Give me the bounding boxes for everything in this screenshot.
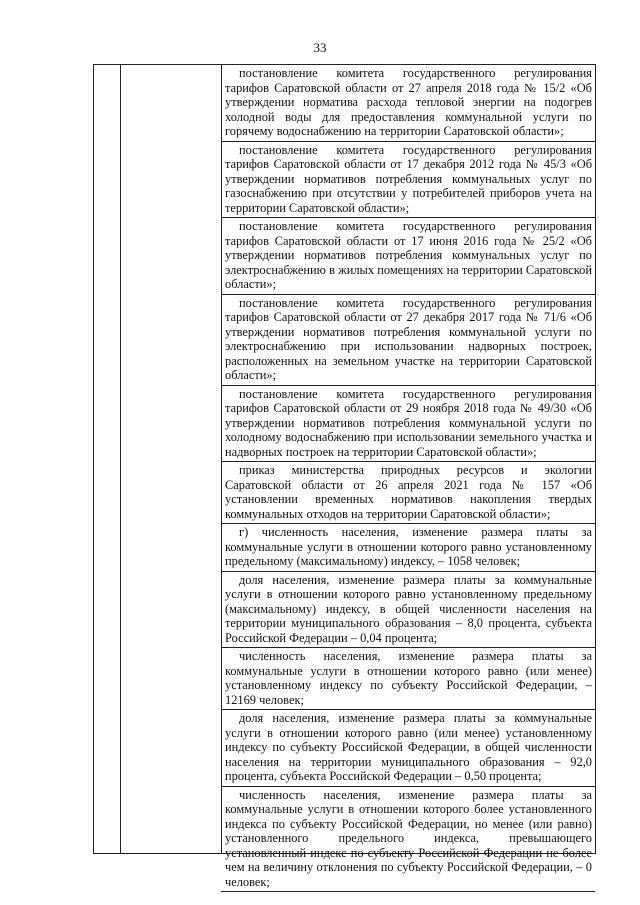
paragraph-share-regional-index: доля населения, изменение размера платы за коммунальные услуги в отношении которого равно (или менее) установленному индексу по субъекту Российской Федерации, в общей численности населения на территории муниципального образования – 92,0 процента, субъекта Российской Федерации – 0,50 процента; — [222, 710, 594, 787]
paragraph-population-above-regional-index: численность населения, изменение размера платы за коммунальные услуги в отношении которого более установленного индекса по субъекту Российской Федерации, но менее (или равно) установленного предельного индекса, превышающего установленный индекс по субъекту Российской Федерации не более чем на величину отклонения по субъекту Российской Федерации, – 0 человек; — [222, 787, 594, 893]
paragraph-population-regional-index: численность населения, изменение размера платы за коммунальные услуги в отношении которого равно (или менее) установленному индексу по субъекту Российской Федерации, – 12169 человек; — [222, 648, 594, 710]
table-content-column — [222, 65, 594, 892]
paragraph-decree-electricity-outbuildings: постановление комитета государственного регулирования тарифов Саратовской области от 27 декабря 2017 года № 71/6 «Об утверждении нормативов потребления коммунальной услуги по электроснабжению при использовании надворных построек, расположенных на земельном участке на территории Саратовской области»; — [222, 295, 594, 386]
table-column-divider — [120, 65, 121, 853]
paragraph-decree-electricity-living: постановление комитета государственного регулирования тарифов Саратовской области от 17 июня 2016 года № 25/2 «Об утверждении нормативов потребления коммунальных услуг по электроснабжению в жилых помещениях на территории Саратовской области»; — [222, 218, 594, 295]
paragraph-decree-cold-water: постановление комитета государственного регулирования тарифов Саратовской области от 29 ноября 2018 года № 49/30 «Об утверждении нормативов потребления коммунальной услуги по холодному водоснабжению при использовании земельного участка и надворных построек на территории Саратовской области»; — [222, 386, 594, 463]
paragraph-share-max-index: доля населения, изменение размера платы за коммунальные услуги в отношении которого равно установленному предельному (максимальному) индексу, в общей численности населения на территории муниципального образования – 8,0 процента, субъекта Российской Федерации – 0,04 процента; — [222, 572, 594, 649]
paragraph-decree-gas-supply: постановление комитета государственного регулирования тарифов Саратовской области от 17 декабря 2012 года № 45/3 «Об утверждении нормативов потребления коммунальных услуг по газоснабжению при отсутствии у потребителей приборов учета на территории Саратовской области»; — [222, 142, 594, 219]
page-number: 33 — [313, 40, 327, 55]
paragraph-order-solid-waste: приказ министерства природных ресурсов и экологии Саратовской области от 26 апреля 2021 года № 157 «Об установлении временных нормативов накопления твердых коммунальных отходов на территории Саратовской области»; — [222, 462, 594, 524]
paragraph-population-max-index: г) численность населения, изменение размера платы за коммунальные услуги в отношении которого равно установленному предельному (максимальному) индексу, – 1058 человек; — [222, 524, 594, 572]
paragraph-decree-heat-energy: постановление комитета государственного регулирования тарифов Саратовской области от 27 апреля 2018 года № 15/2 «Об утверждении норматива расхода тепловой энергии на подогрев холодной воды для предоставления коммунальной услуги по горячему водоснабжению на территории Саратовской области»; — [222, 65, 594, 142]
